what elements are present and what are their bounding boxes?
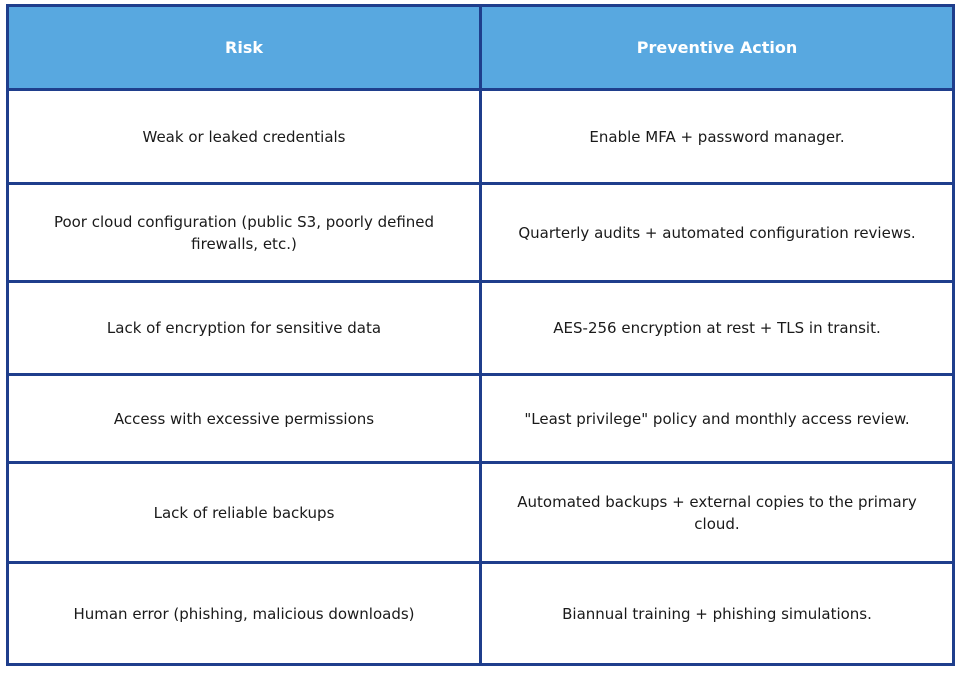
risk-cell: Weak or leaked credentials — [8, 90, 481, 184]
action-cell: Biannual training + phishing simulations. — [481, 563, 954, 665]
table-row — [8, 184, 954, 282]
risk-cell: Lack of encryption for sensitive data — [8, 282, 481, 375]
table-row — [8, 90, 954, 184]
action-cell: Enable MFA + password manager. — [481, 90, 954, 184]
risk-cell: Human error (phishing, malicious downloads) — [8, 563, 481, 665]
table-row — [8, 563, 954, 665]
header-preventive-action: Preventive Action — [481, 6, 954, 90]
risk-table-container — [6, 4, 952, 666]
header-risk: Risk — [8, 6, 481, 90]
risk-cell: Lack of reliable backups — [8, 463, 481, 563]
table-row — [8, 282, 954, 375]
table-header-row — [8, 6, 954, 90]
risk-cell: Access with excessive permissions — [8, 375, 481, 463]
action-cell: Automated backups + external copies to the primary cloud. — [481, 463, 954, 563]
action-cell: "Least privilege" policy and monthly access review. — [481, 375, 954, 463]
risk-table — [6, 4, 955, 666]
risk-cell: Poor cloud configuration (public S3, poorly defined firewalls, etc.) — [8, 184, 481, 282]
action-cell: Quarterly audits + automated configuration reviews. — [481, 184, 954, 282]
table-row — [8, 463, 954, 563]
table-row — [8, 375, 954, 463]
action-cell: AES-256 encryption at rest + TLS in transit. — [481, 282, 954, 375]
